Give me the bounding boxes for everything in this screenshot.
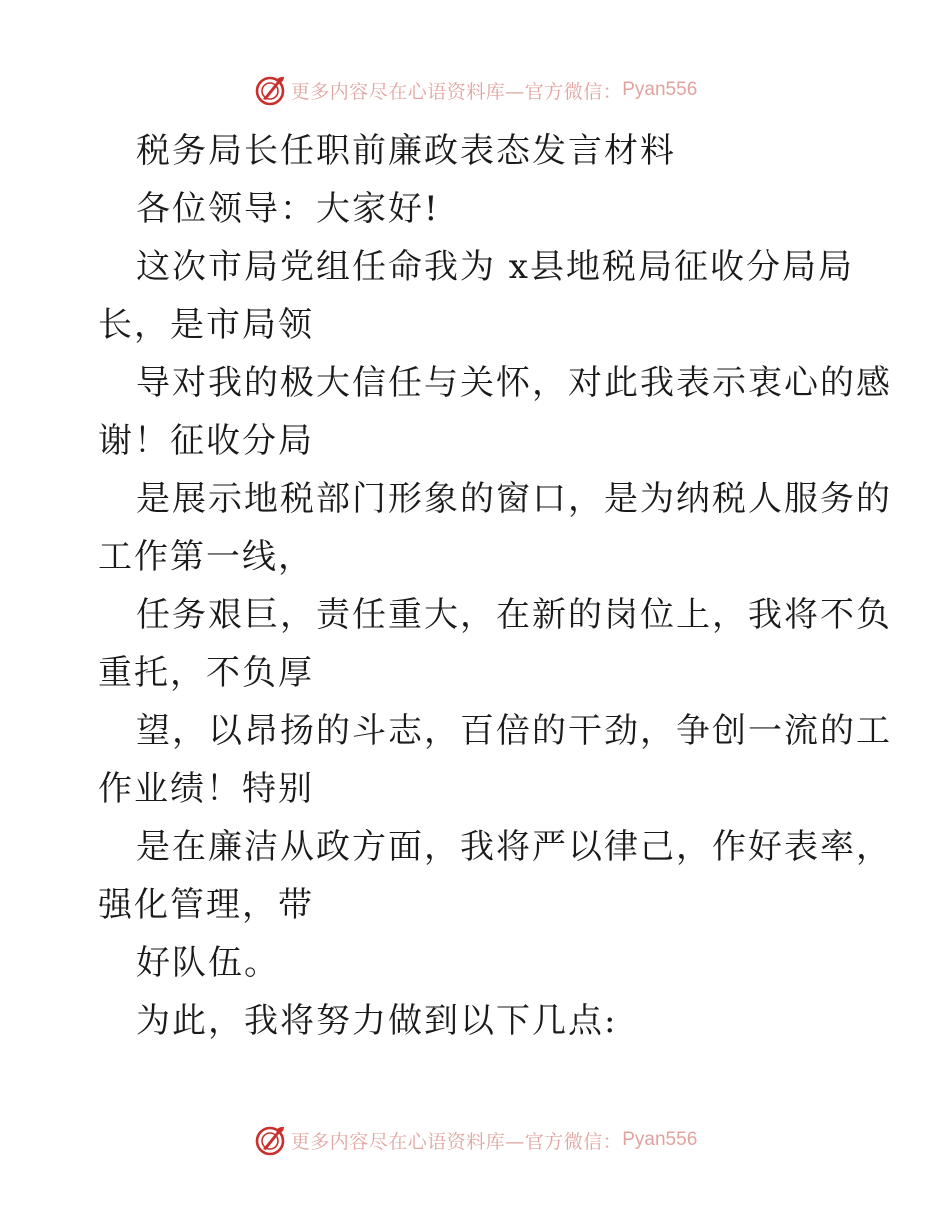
header-banner bbox=[0, 70, 950, 110]
paragraph-line: 重托，不负厚 bbox=[98, 653, 314, 693]
document-body bbox=[98, 122, 892, 1050]
paragraph-line: 这次市局党组任命我为 x县地税局征收分局局 bbox=[136, 247, 854, 287]
paragraph-line: 谢！征收分局 bbox=[98, 421, 314, 461]
document-title: 税务局长任职前廉政表态发言材料 bbox=[136, 131, 676, 171]
banner-wechat-id: Pyan556 bbox=[622, 1129, 698, 1150]
banner-text: 更多内容尽在心语资料库—官方微信： bbox=[290, 1130, 623, 1153]
paragraph-line: 导对我的极大信任与关怀，对此我表示衷心的感 bbox=[136, 363, 892, 403]
quill-circle-logo-icon bbox=[253, 73, 287, 107]
paragraph-line: 工作第一线， bbox=[98, 537, 314, 577]
paragraph-line: 任务艰巨，责任重大，在新的岗位上，我将不负 bbox=[136, 595, 892, 635]
banner-text: 更多内容尽在心语资料库—官方微信： bbox=[290, 80, 623, 103]
paragraph-line: 作业绩！特别 bbox=[98, 769, 314, 809]
paragraph-line: 长，是市局领 bbox=[98, 305, 314, 345]
footer-banner bbox=[0, 1120, 950, 1160]
paragraph-line: 是在廉洁从政方面，我将严以律己，作好表率， bbox=[136, 827, 892, 867]
banner-wechat-id: Pyan556 bbox=[622, 79, 698, 100]
greeting-line: 各位领导：大家好! bbox=[136, 189, 440, 229]
paragraph-line: 是展示地税部门形象的窗口，是为纳税人服务的 bbox=[136, 479, 892, 519]
paragraph-line: 望，以昂扬的斗志，百倍的干劲，争创一流的工 bbox=[136, 711, 892, 751]
paragraph-line: 好队伍。 bbox=[136, 943, 280, 983]
paragraph-line: 强化管理，带 bbox=[98, 885, 314, 925]
paragraph-line: 为此，我将努力做到以下几点: bbox=[136, 1001, 618, 1041]
quill-circle-logo-icon bbox=[253, 1123, 287, 1157]
